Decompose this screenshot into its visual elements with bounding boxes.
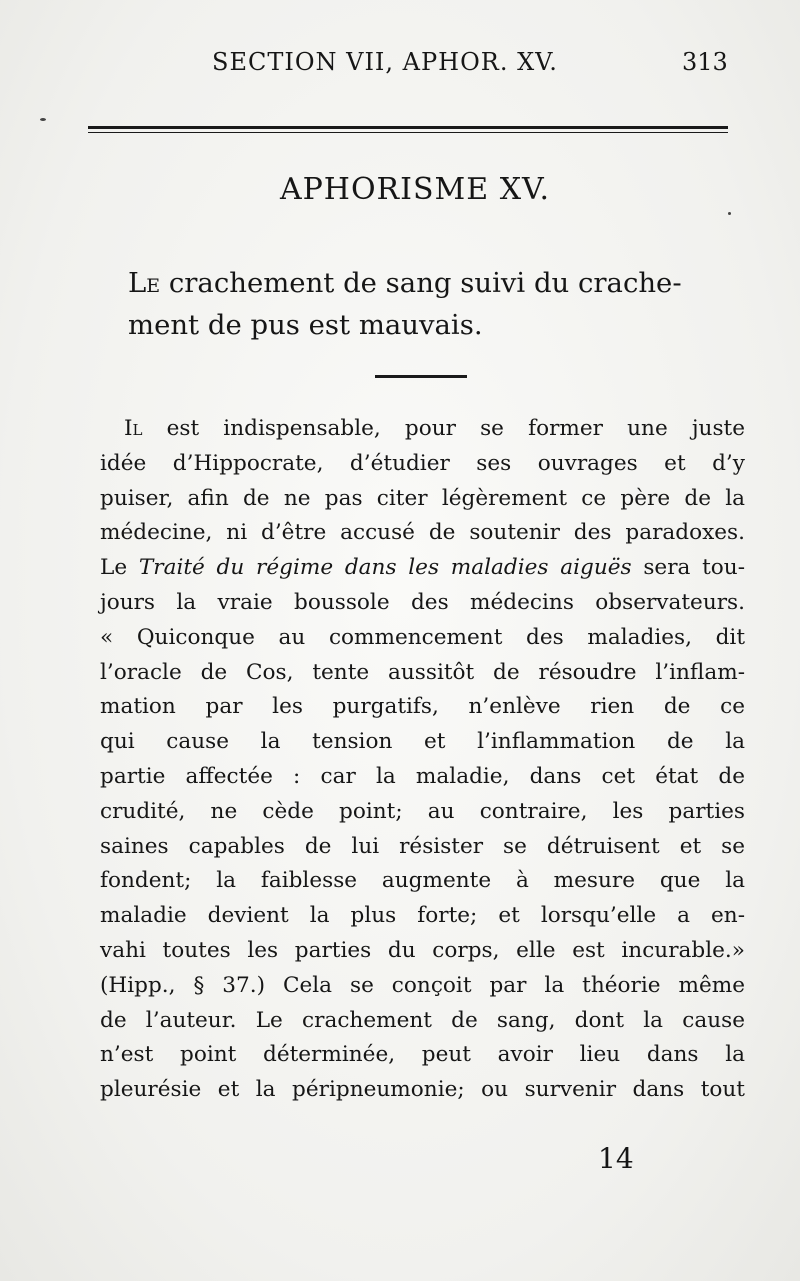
body-line: n’est point déterminée, peut avoir lieu dans la bbox=[100, 1042, 745, 1068]
page-number: 313 bbox=[682, 48, 728, 76]
body-line: l’oracle de Cos, tente aussitôt de résoudre l’inflam- bbox=[100, 659, 745, 685]
body-line: idée d’Hippocrate, d’étudier ses ouvrages et d’y bbox=[100, 450, 745, 476]
aphorism-text bbox=[128, 262, 738, 346]
body-line: fondent; la faiblesse augmente à mesure que la bbox=[100, 868, 745, 894]
body-line: « Quiconque au commencement des maladies, dit bbox=[100, 624, 745, 650]
body-line: Il est indispensable, pour se former une juste bbox=[124, 416, 745, 441]
body-line: crudité, ne cède point; au contraire, les parties bbox=[100, 798, 745, 824]
header-rule bbox=[88, 126, 728, 129]
body-line: Le Traité du régime dans les maladies aiguës sera tou- bbox=[100, 555, 746, 581]
body-line: maladie devient la plus forte; et lorsqu’elle a en- bbox=[100, 903, 745, 929]
body-line: vahi toutes les parties du corps, elle est incurable.» bbox=[100, 937, 745, 963]
body-line: qui cause la tension et l’inflammation de la bbox=[100, 729, 745, 755]
signature-mark: 14 bbox=[598, 1142, 634, 1175]
header-rule-thin bbox=[88, 132, 728, 133]
body-line: (Hipp., § 37.) Cela se conçoit par la théorie même bbox=[100, 972, 745, 998]
aphorism-heading: APHORISME XV. bbox=[279, 172, 551, 207]
aphorism-line: Le crachement de sang suivi du crache- bbox=[128, 267, 682, 299]
ink-speck bbox=[40, 118, 46, 121]
body-line: de l’auteur. Le crachement de sang, dont la cause bbox=[100, 1007, 745, 1033]
running-head: SECTION VII, APHOR. XV. bbox=[212, 48, 558, 76]
body-line: médecine, ni d’être accusé de soutenir des paradoxes. bbox=[100, 520, 745, 546]
body-line: mation par les purgatifs, n’enlève rien de ce bbox=[100, 694, 745, 720]
ink-speck bbox=[728, 212, 731, 215]
aphorism-line: ment de pus est mauvais. bbox=[128, 309, 483, 341]
body-line: partie affectée : car la maladie, dans cet état de bbox=[100, 763, 745, 789]
commentary-text bbox=[100, 412, 745, 1108]
section-divider bbox=[375, 375, 467, 378]
body-line: jours la vraie boussole des médecins observateurs. bbox=[100, 589, 745, 615]
body-line: saines capables de lui résister se détruisent et se bbox=[100, 833, 745, 859]
body-line: puiser, afin de ne pas citer légèrement ce père de la bbox=[100, 485, 745, 511]
body-line: pleurésie et la péripneumonie; ou survenir dans tout bbox=[100, 1077, 745, 1103]
